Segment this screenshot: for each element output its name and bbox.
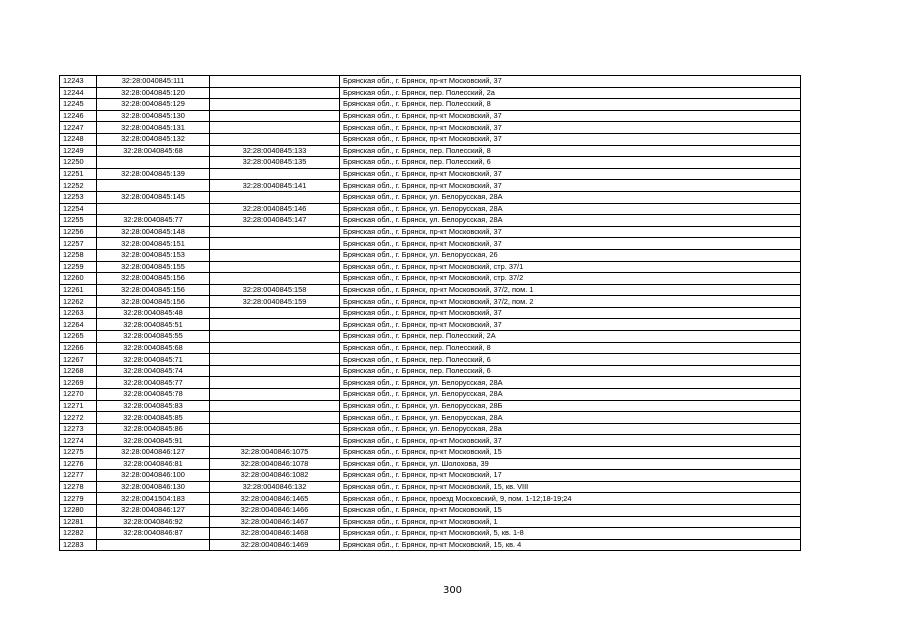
row-number-cell: 12257 xyxy=(60,238,97,250)
secondary-cadastral-number-cell: 32:28:0040846:132 xyxy=(210,481,340,493)
cadastral-number-cell: 32:28:0040845:85 xyxy=(97,412,210,424)
secondary-cadastral-number-cell: 32:28:0040846:1465 xyxy=(210,493,340,505)
address-cell: Брянская обл., г. Брянск, пр-кт Московский, 5, кв. 1-8 xyxy=(340,528,801,540)
table-row xyxy=(60,87,801,99)
table-row xyxy=(60,76,801,88)
row-number-cell: 12256 xyxy=(60,226,97,238)
table-row xyxy=(60,238,801,250)
row-number-cell: 12254 xyxy=(60,203,97,215)
cadastral-number-cell: 32:28:0040845:74 xyxy=(97,365,210,377)
address-cell: Брянская обл., г. Брянск, пр-кт Московский, 15 xyxy=(340,447,801,459)
cadastral-number-cell: 32:28:0040845:130 xyxy=(97,110,210,122)
address-cell: Брянская обл., г. Брянск, пр-кт Московский, 17 xyxy=(340,470,801,482)
address-cell: Брянская обл., г. Брянск, пр-кт Московский, 37 xyxy=(340,133,801,145)
address-cell: Брянская обл., г. Брянск, проезд Московский, 9, пом. 1-12;18-19;24 xyxy=(340,493,801,505)
table-row xyxy=(60,331,801,343)
row-number-cell: 12258 xyxy=(60,249,97,261)
secondary-cadastral-number-cell: 32:28:0040846:1469 xyxy=(210,539,340,551)
secondary-cadastral-number-cell xyxy=(210,331,340,343)
secondary-cadastral-number-cell xyxy=(210,133,340,145)
address-cell: Брянская обл., г. Брянск, пр-кт Московский, 37 xyxy=(340,226,801,238)
address-cell: Брянская обл., г. Брянск, пр-кт Московский, 37 xyxy=(340,319,801,331)
row-number-cell: 12282 xyxy=(60,528,97,540)
secondary-cadastral-number-cell xyxy=(210,423,340,435)
table-row xyxy=(60,528,801,540)
address-cell: Брянская обл., г. Брянск, ул. Шолохова, 39 xyxy=(340,458,801,470)
address-cell: Брянская обл., г. Брянск, пр-кт Московский, 37/2, пом. 1 xyxy=(340,284,801,296)
row-number-cell: 12278 xyxy=(60,481,97,493)
address-cell: Брянская обл., г. Брянск, пер. Полесский, 6 xyxy=(340,354,801,366)
address-cell: Брянская обл., г. Брянск, пер. Полесский, 8 xyxy=(340,99,801,111)
cadastral-number-cell: 32:28:0040845:77 xyxy=(97,377,210,389)
address-cell: Брянская обл., г. Брянск, ул. Белорусская, 28А xyxy=(340,215,801,227)
secondary-cadastral-number-cell xyxy=(210,319,340,331)
row-number-cell: 12245 xyxy=(60,99,97,111)
table-row xyxy=(60,273,801,285)
secondary-cadastral-number-cell xyxy=(210,99,340,111)
secondary-cadastral-number-cell xyxy=(210,377,340,389)
address-cell: Брянская обл., г. Брянск, пр-кт Московский, 37 xyxy=(340,180,801,192)
table-row xyxy=(60,180,801,192)
address-cell: Брянская обл., г. Брянск, пер. Полесский, 6 xyxy=(340,157,801,169)
table-row xyxy=(60,516,801,528)
table-row xyxy=(60,423,801,435)
address-cell: Брянская обл., г. Брянск, пер. Полесский, 8 xyxy=(340,342,801,354)
secondary-cadastral-number-cell xyxy=(210,342,340,354)
address-cell: Брянская обл., г. Брянск, ул. Белорусская, 28А xyxy=(340,377,801,389)
address-cell: Брянская обл., г. Брянск, ул. Белорусская, 28А xyxy=(340,389,801,401)
address-cell: Брянская обл., г. Брянск, ул. Белорусская, 28А xyxy=(340,203,801,215)
secondary-cadastral-number-cell: 32:28:0040845:133 xyxy=(210,145,340,157)
table-row xyxy=(60,481,801,493)
table-row xyxy=(60,203,801,215)
cadastral-number-cell xyxy=(97,539,210,551)
row-number-cell: 12283 xyxy=(60,539,97,551)
row-number-cell: 12264 xyxy=(60,319,97,331)
secondary-cadastral-number-cell xyxy=(210,307,340,319)
cadastral-number-cell: 32:28:0041504:183 xyxy=(97,493,210,505)
secondary-cadastral-number-cell xyxy=(210,261,340,273)
secondary-cadastral-number-cell xyxy=(210,412,340,424)
cadastral-number-cell: 32:28:0040845:129 xyxy=(97,99,210,111)
cadastral-number-cell: 32:28:0040846:127 xyxy=(97,504,210,516)
secondary-cadastral-number-cell: 32:28:0040845:146 xyxy=(210,203,340,215)
table-row xyxy=(60,307,801,319)
cadastral-number-cell: 32:28:0040846:92 xyxy=(97,516,210,528)
row-number-cell: 12246 xyxy=(60,110,97,122)
cadastral-number-cell: 32:28:0040845:48 xyxy=(97,307,210,319)
table-row xyxy=(60,296,801,308)
cadastral-number-cell: 32:28:0040846:87 xyxy=(97,528,210,540)
row-number-cell: 12268 xyxy=(60,365,97,377)
row-number-cell: 12255 xyxy=(60,215,97,227)
table-row xyxy=(60,261,801,273)
address-cell: Брянская обл., г. Брянск, пр-кт Московский, 37/2, пом. 2 xyxy=(340,296,801,308)
page-number: 300 xyxy=(442,585,463,596)
table-row xyxy=(60,377,801,389)
row-number-cell: 12252 xyxy=(60,180,97,192)
secondary-cadastral-number-cell: 32:28:0040846:1467 xyxy=(210,516,340,528)
table-row xyxy=(60,539,801,551)
table-row xyxy=(60,470,801,482)
table-row xyxy=(60,191,801,203)
table-row xyxy=(60,122,801,134)
cadastral-number-cell: 32:28:0040845:111 xyxy=(97,76,210,88)
row-number-cell: 12276 xyxy=(60,458,97,470)
row-number-cell: 12244 xyxy=(60,87,97,99)
cadastral-number-cell: 32:28:0040845:153 xyxy=(97,249,210,261)
cadastral-number-cell: 32:28:0040845:155 xyxy=(97,261,210,273)
address-cell: Брянская обл., г. Брянск, ул. Белорусская, 28А xyxy=(340,191,801,203)
secondary-cadastral-number-cell xyxy=(210,191,340,203)
cadastral-number-cell: 32:28:0040845:139 xyxy=(97,168,210,180)
row-number-cell: 12279 xyxy=(60,493,97,505)
cadastral-number-cell: 32:28:0040845:156 xyxy=(97,284,210,296)
address-cell: Брянская обл., г. Брянск, пер. Полесский, 8 xyxy=(340,145,801,157)
cadastral-number-cell: 32:28:0040845:151 xyxy=(97,238,210,250)
address-cell: Брянская обл., г. Брянск, пр-кт Московский, 37 xyxy=(340,307,801,319)
registry-table-body xyxy=(60,76,801,551)
secondary-cadastral-number-cell xyxy=(210,435,340,447)
cadastral-number-cell: 32:28:0040845:77 xyxy=(97,215,210,227)
cadastral-number-cell: 32:28:0040845:86 xyxy=(97,423,210,435)
address-cell: Брянская обл., г. Брянск, пр-кт Московский, 37 xyxy=(340,76,801,88)
table-row xyxy=(60,389,801,401)
cadastral-number-cell: 32:28:0040845:131 xyxy=(97,122,210,134)
cadastral-number-cell: 32:28:0040845:120 xyxy=(97,87,210,99)
table-row xyxy=(60,458,801,470)
row-number-cell: 12263 xyxy=(60,307,97,319)
secondary-cadastral-number-cell xyxy=(210,365,340,377)
table-row xyxy=(60,145,801,157)
table-row xyxy=(60,412,801,424)
row-number-cell: 12280 xyxy=(60,504,97,516)
secondary-cadastral-number-cell xyxy=(210,273,340,285)
row-number-cell: 12265 xyxy=(60,331,97,343)
cadastral-number-cell: 32:28:0040845:55 xyxy=(97,331,210,343)
address-cell: Брянская обл., г. Брянск, пр-кт Московский, 15, кв. VIII xyxy=(340,481,801,493)
table-row xyxy=(60,110,801,122)
cadastral-number-cell: 32:28:0040846:130 xyxy=(97,481,210,493)
secondary-cadastral-number-cell xyxy=(210,168,340,180)
secondary-cadastral-number-cell xyxy=(210,122,340,134)
secondary-cadastral-number-cell: 32:28:0040845:141 xyxy=(210,180,340,192)
row-number-cell: 12266 xyxy=(60,342,97,354)
secondary-cadastral-number-cell: 32:28:0040845:135 xyxy=(210,157,340,169)
table-row xyxy=(60,99,801,111)
row-number-cell: 12251 xyxy=(60,168,97,180)
row-number-cell: 12259 xyxy=(60,261,97,273)
cadastral-number-cell: 32:28:0040845:78 xyxy=(97,389,210,401)
address-cell: Брянская обл., г. Брянск, пр-кт Московский, стр. 37/2 xyxy=(340,273,801,285)
cadastral-number-cell: 32:28:0040845:68 xyxy=(97,342,210,354)
table-row xyxy=(60,319,801,331)
secondary-cadastral-number-cell xyxy=(210,354,340,366)
cadastral-number-cell: 32:28:0040845:71 xyxy=(97,354,210,366)
table-row xyxy=(60,365,801,377)
address-cell: Брянская обл., г. Брянск, ул. Белорусская, 26 xyxy=(340,249,801,261)
secondary-cadastral-number-cell xyxy=(210,226,340,238)
row-number-cell: 12243 xyxy=(60,76,97,88)
address-cell: Брянская обл., г. Брянск, пр-кт Московский, 37 xyxy=(340,110,801,122)
secondary-cadastral-number-cell: 32:28:0040845:147 xyxy=(210,215,340,227)
address-cell: Брянская обл., г. Брянск, пер. Полесский, 2а xyxy=(340,87,801,99)
address-cell: Брянская обл., г. Брянск, пр-кт Московский, 15 xyxy=(340,504,801,516)
cadastral-number-cell: 32:28:0040845:156 xyxy=(97,273,210,285)
secondary-cadastral-number-cell xyxy=(210,238,340,250)
cadastral-number-cell xyxy=(97,157,210,169)
cadastral-number-cell: 32:28:0040846:81 xyxy=(97,458,210,470)
row-number-cell: 12272 xyxy=(60,412,97,424)
row-number-cell: 12253 xyxy=(60,191,97,203)
address-cell: Брянская обл., г. Брянск, пр-кт Московский, 37 xyxy=(340,435,801,447)
table-row xyxy=(60,133,801,145)
cadastral-number-cell: 32:28:0040845:132 xyxy=(97,133,210,145)
cadastral-number-cell: 32:28:0040845:68 xyxy=(97,145,210,157)
cadastral-number-cell: 32:28:0040845:145 xyxy=(97,191,210,203)
cadastral-number-cell: 32:28:0040846:100 xyxy=(97,470,210,482)
row-number-cell: 12249 xyxy=(60,145,97,157)
row-number-cell: 12262 xyxy=(60,296,97,308)
address-cell: Брянская обл., г. Брянск, пр-кт Московский, стр. 37/1 xyxy=(340,261,801,273)
secondary-cadastral-number-cell: 32:28:0040846:1468 xyxy=(210,528,340,540)
row-number-cell: 12260 xyxy=(60,273,97,285)
secondary-cadastral-number-cell: 32:28:0040846:1082 xyxy=(210,470,340,482)
table-row xyxy=(60,215,801,227)
row-number-cell: 12261 xyxy=(60,284,97,296)
cadastral-number-cell: 32:28:0040845:148 xyxy=(97,226,210,238)
row-number-cell: 12250 xyxy=(60,157,97,169)
table-row xyxy=(60,447,801,459)
secondary-cadastral-number-cell xyxy=(210,400,340,412)
secondary-cadastral-number-cell xyxy=(210,389,340,401)
secondary-cadastral-number-cell xyxy=(210,110,340,122)
secondary-cadastral-number-cell xyxy=(210,249,340,261)
secondary-cadastral-number-cell xyxy=(210,76,340,88)
row-number-cell: 12281 xyxy=(60,516,97,528)
cadastral-number-cell xyxy=(97,203,210,215)
row-number-cell: 12274 xyxy=(60,435,97,447)
secondary-cadastral-number-cell xyxy=(210,87,340,99)
row-number-cell: 12275 xyxy=(60,447,97,459)
secondary-cadastral-number-cell: 32:28:0040846:1466 xyxy=(210,504,340,516)
table-row xyxy=(60,400,801,412)
address-cell: Брянская обл., г. Брянск, пр-кт Московский, 37 xyxy=(340,122,801,134)
row-number-cell: 12270 xyxy=(60,389,97,401)
table-row xyxy=(60,168,801,180)
table-row xyxy=(60,226,801,238)
table-row xyxy=(60,354,801,366)
registry-table xyxy=(59,75,801,551)
row-number-cell: 12247 xyxy=(60,122,97,134)
cadastral-number-cell: 32:28:0040845:51 xyxy=(97,319,210,331)
row-number-cell: 12267 xyxy=(60,354,97,366)
table-row xyxy=(60,157,801,169)
address-cell: Брянская обл., г. Брянск, ул. Белорусская, 28а xyxy=(340,423,801,435)
address-cell: Брянская обл., г. Брянск, пр-кт Московский, 37 xyxy=(340,238,801,250)
table-row xyxy=(60,504,801,516)
table-row xyxy=(60,284,801,296)
secondary-cadastral-number-cell: 32:28:0040846:1075 xyxy=(210,447,340,459)
address-cell: Брянская обл., г. Брянск, пер. Полесский, 2А xyxy=(340,331,801,343)
cadastral-number-cell: 32:28:0040845:83 xyxy=(97,400,210,412)
address-cell: Брянская обл., г. Брянск, пр-кт Московский, 15, кв. 4 xyxy=(340,539,801,551)
cadastral-number-cell xyxy=(97,180,210,192)
secondary-cadastral-number-cell: 32:28:0040845:158 xyxy=(210,284,340,296)
table-row xyxy=(60,249,801,261)
table-row xyxy=(60,493,801,505)
address-cell: Брянская обл., г. Брянск, пер. Полесский, 6 xyxy=(340,365,801,377)
row-number-cell: 12273 xyxy=(60,423,97,435)
row-number-cell: 12271 xyxy=(60,400,97,412)
address-cell: Брянская обл., г. Брянск, ул. Белорусская, 28А xyxy=(340,412,801,424)
secondary-cadastral-number-cell: 32:28:0040845:159 xyxy=(210,296,340,308)
table-row xyxy=(60,342,801,354)
cadastral-number-cell: 32:28:0040846:127 xyxy=(97,447,210,459)
address-cell: Брянская обл., г. Брянск, пр-кт Московский, 37 xyxy=(340,168,801,180)
row-number-cell: 12277 xyxy=(60,470,97,482)
cadastral-number-cell: 32:28:0040845:156 xyxy=(97,296,210,308)
address-cell: Брянская обл., г. Брянск, пр-кт Московский, 1 xyxy=(340,516,801,528)
address-cell: Брянская обл., г. Брянск, ул. Белорусская, 28Б xyxy=(340,400,801,412)
table-row xyxy=(60,435,801,447)
secondary-cadastral-number-cell: 32:28:0040846:1078 xyxy=(210,458,340,470)
row-number-cell: 12248 xyxy=(60,133,97,145)
row-number-cell: 12269 xyxy=(60,377,97,389)
cadastral-number-cell: 32:28:0040845:91 xyxy=(97,435,210,447)
